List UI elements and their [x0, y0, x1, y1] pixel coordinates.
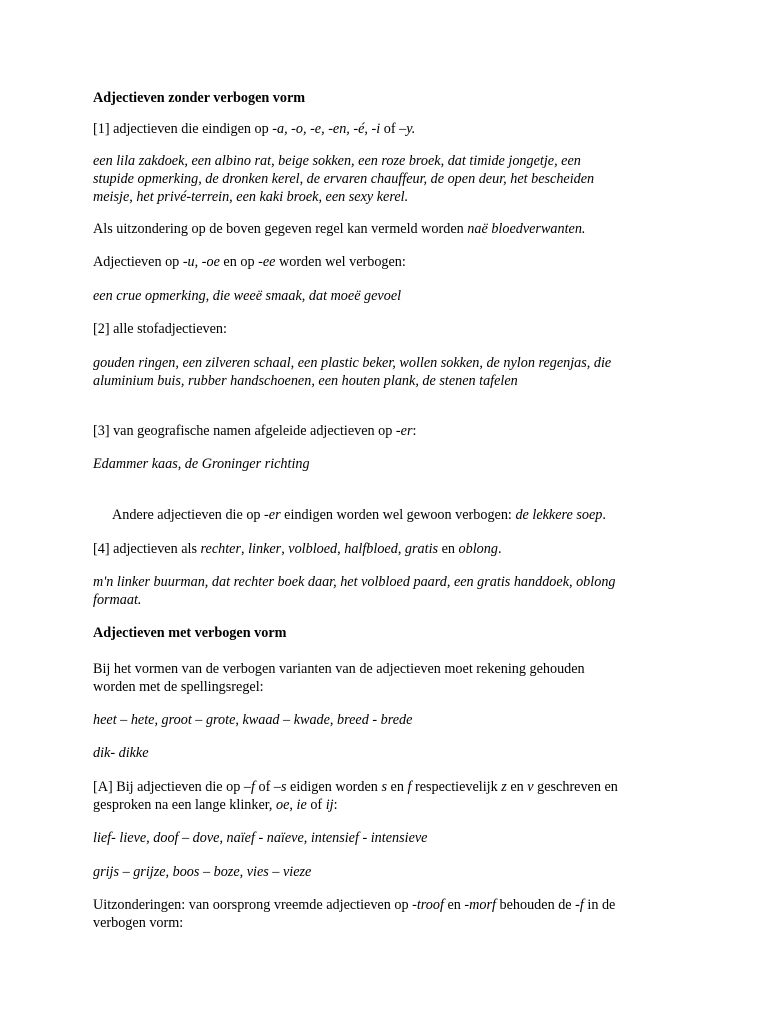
exceptions-t3: behouden de - [495, 897, 580, 913]
rule-A-s: s [280, 779, 287, 795]
intro-paragraph [93, 660, 683, 696]
rule-4-gratis: gratis [404, 541, 439, 557]
examples-5-line-2: formaat. [93, 592, 142, 608]
exceptions-troof: troof [416, 897, 444, 913]
rule-A-t5: respectievelijk [411, 779, 502, 795]
rule-A-f2: f [407, 779, 412, 795]
rule-A [93, 778, 683, 814]
rule-3 [93, 422, 683, 440]
rule-4-rechter: rechter [200, 541, 241, 557]
section-heading-zonder: Adjectieven zonder verbogen vorm [93, 90, 306, 106]
rule-4-sep-2: , [281, 541, 289, 557]
andere-note [112, 506, 702, 524]
adj-u-text-g: worden wel verbogen: [275, 254, 406, 270]
andere-text-a: Andere adjectieven die op - [112, 507, 269, 523]
rule-1-of: of [380, 121, 400, 137]
andere-period: . [602, 507, 606, 523]
examples-3 [93, 354, 683, 390]
rule-A-v: v [527, 779, 534, 795]
intro-line-2: worden met de spellingsregel: [93, 679, 264, 695]
adj-u-oe: oe [206, 254, 220, 270]
examples-9: grijs – grijze, boos – boze, vies – vieze [93, 864, 312, 880]
rule-3-text: [3] van geografische namen afgeleide adjectieven op - [93, 423, 401, 439]
examples-6: heet – hete, groot – grote, kwaad – kwade, breed - brede [93, 712, 413, 728]
exceptions-paragraph [93, 896, 683, 932]
examples-1-line-2: stupide opmerking, de dronken kerel, de ervaren chauffeur, de open deur, het bescheiden [93, 171, 595, 187]
rule-A-ie: ie [296, 797, 307, 813]
rule-A-t2: of – [254, 779, 281, 795]
andere-example: de lekkere soep [515, 507, 603, 523]
examples-4: Edammer kaas, de Groninger richting [93, 456, 310, 472]
rule-4-linker: linker [248, 541, 282, 557]
exceptions-t1: Uitzonderingen: van oorsprong vreemde adjectieven op - [93, 897, 417, 913]
rule-A-oe: oe [276, 797, 290, 813]
rule-4-sep-1: , [241, 541, 249, 557]
examples-3-line-1: gouden ringen, een zilveren schaal, een plastic beker, wollen sokken, de nylon regenjas, die [93, 355, 612, 371]
rule-4-halfbloed: halfbloed [344, 541, 398, 557]
rule-A-t8: gesproken na een lange klinker, [93, 797, 277, 813]
rule-4-oblong: oblong [458, 541, 498, 557]
examples-5 [93, 573, 683, 609]
rule-A-t9: , [289, 797, 297, 813]
exceptions-morf: morf [469, 897, 496, 913]
exceptions-line-2: verbogen vorm: [93, 915, 184, 931]
examples-7: dik- dikke [93, 745, 149, 761]
examples-1-line-1: een lila zakdoek, een albino rat, beige sokken, een roze broek, dat timide jongetje, een [93, 153, 581, 169]
rule-A-ij: ij [325, 797, 334, 813]
rule-4-sep-4: , [397, 541, 405, 557]
rule-1 [93, 120, 683, 138]
examples-1 [93, 152, 683, 206]
rule-3-colon: : [412, 423, 417, 439]
exception-note [93, 220, 683, 238]
rule-4-sep-3: , [337, 541, 345, 557]
exceptions-t2: en - [443, 897, 470, 913]
section-heading-met: Adjectieven met verbogen vorm [93, 625, 287, 641]
adj-u-text-a: Adjectieven op - [93, 254, 188, 270]
adj-u-text-c: , - [194, 254, 207, 270]
rule-A-t1: [A] Bij adjectieven die op – [93, 779, 251, 795]
exception-text: Als uitzondering op de boven gegeven regel kan vermeld worden [93, 221, 468, 237]
rule-4-period: . [497, 541, 502, 557]
intro-line-1: Bij het vormen van de verbogen varianten van de adjectieven moet rekening gehouden [93, 661, 585, 677]
rule-4-en: en [438, 541, 459, 557]
rule-A-t6: en [506, 779, 528, 795]
rule-A-t11: : [333, 797, 338, 813]
exception-example: naë bloedverwanten. [467, 221, 586, 237]
rule-4 [93, 540, 683, 558]
rule-3-er: er [400, 423, 413, 439]
rule-A-t7: geschreven en [533, 779, 618, 795]
adj-u-u: u [187, 254, 195, 270]
exceptions-f: f [579, 897, 584, 913]
rule-1-text: [1] adjectieven die eindigen op [93, 121, 273, 137]
examples-1-line-3: meisje, het privé-terrein, een kaki broek, een sexy kerel. [93, 189, 409, 205]
rule-4-text: [4] adjectieven als [93, 541, 201, 557]
adj-u-text-e: en op - [219, 254, 263, 270]
rule-A-t4: en [386, 779, 408, 795]
rule-A-f: f [250, 779, 255, 795]
rule-A-t10: of [306, 797, 326, 813]
andere-text-c: eindigen worden wel gewoon verbogen: [280, 507, 516, 523]
rule-1-endings: -a, -o, -e, -en, -é, -i [272, 121, 381, 137]
adj-u-rule [93, 253, 683, 271]
rule-A-s2: s [381, 779, 387, 795]
rule-1-y: –y. [399, 121, 416, 137]
rule-A-t3: eidigen worden [286, 779, 382, 795]
andere-er: er [268, 507, 281, 523]
examples-2: een crue opmerking, die weeë smaak, dat moeë gevoel [93, 288, 402, 304]
rule-A-z: z [501, 779, 507, 795]
examples-3-line-2: aluminium buis, rubber handschoenen, een houten plank, de stenen tafelen [93, 373, 518, 389]
exceptions-t4: in de [583, 897, 616, 913]
examples-5-line-1: m'n linker buurman, dat rechter boek daar, het volbloed paard, een gratis handdoek, oblong [93, 574, 616, 590]
rule-4-volbloed: volbloed [288, 541, 338, 557]
rule-2: [2] alle stofadjectieven: [93, 321, 227, 337]
examples-8: lief- lieve, doof – dove, naïef - naïeve, intensief - intensieve [93, 830, 428, 846]
adj-u-ee: ee [262, 254, 276, 270]
